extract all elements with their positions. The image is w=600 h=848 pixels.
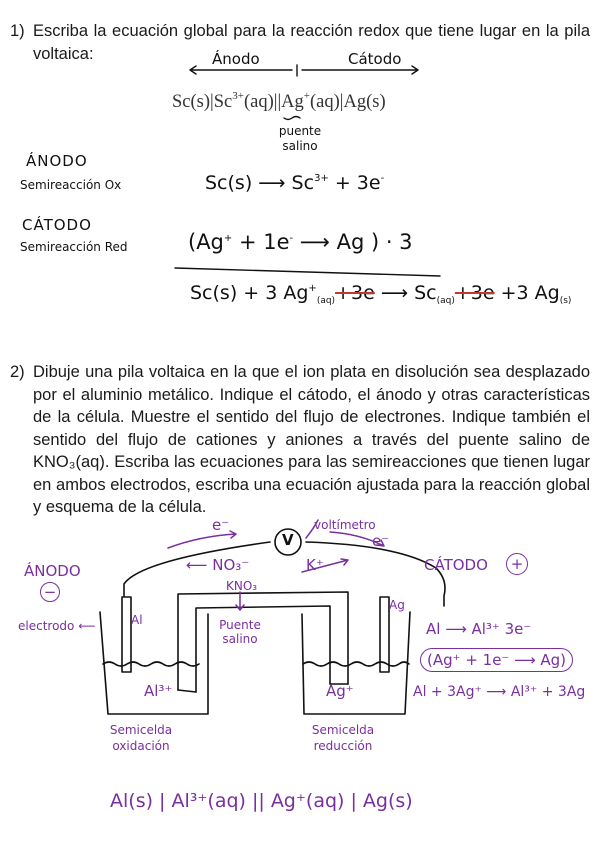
al-electrode (122, 597, 131, 672)
hw-right-half: Semicelda reducción (311, 723, 375, 753)
hw-left-half: Semicelda oxidación (109, 723, 173, 753)
hw-puente-label: Puente salino (219, 618, 261, 646)
hw-eq-global: Al + 3Ag⁺ ⟶ Al³⁺ + 3Ag (413, 684, 586, 700)
hw-semi-red-label: Semireacción Red (20, 240, 128, 254)
question-text: Dibuje una pila voltaica en la que el ion plata en disolución sea desplazado por el aluminio metálico. Indique el cátodo, el ánodo y otras características de la célula. Muestre el sentido del flujo de electrones. Indique también el sentido del flujo de cationes y aniones a través del puente salino de KNO₃(aq). Escriba las ecuaciones para las semireacciones que tienen lugar en ambos electrodos, escriba una ecuación ajustada para la reacción global y esquema de la célula. (33, 363, 590, 516)
voltmeter-symbol: V (282, 531, 294, 549)
question-number: 2) (10, 363, 25, 381)
hw-left-ion: Al³⁺ (144, 682, 173, 700)
hw-bridge-salt: KNO₃ (226, 579, 258, 593)
hw-anodo-label: ÁNODO (24, 562, 81, 580)
hw-right-ion: Ag⁺ (326, 682, 354, 700)
hw-semi-ox-label: Semireacción Ox (20, 178, 122, 192)
hw-voltimetro-label: voltímetro (314, 518, 376, 532)
hw-catodo-heading: CÁTODO (22, 216, 92, 234)
hw-catodo-sign: + (506, 553, 528, 575)
hw-puente-label: puente salino (278, 124, 322, 153)
wire-right (306, 542, 445, 606)
hw-electron-right: e⁻ (372, 532, 390, 550)
cell-end: (aq)|Ag(s) (309, 92, 386, 112)
hw-al-electrode: Al (131, 613, 143, 627)
hw-anodo-label: Ánodo (212, 50, 260, 68)
question-number: 1) (10, 22, 25, 40)
ag-electrode (380, 597, 389, 672)
right-beaker (302, 612, 410, 714)
hw-catodo-label: CÁTODO (424, 556, 488, 574)
hw-electrode-label: electrodo ⟵ (18, 619, 96, 633)
cell-mid: (aq)||Ag (243, 92, 304, 112)
hw-anodo-heading: ÁNODO (26, 152, 88, 170)
hw-cell-scheme: Al(s) | Al³⁺(aq) || Ag⁺(aq) | Ag(s) (110, 790, 413, 812)
hw-global-eq: Sc(s) + 3 $Ag^+_{(aq)}+3e$ ⟶ $Sc_{(aq)}+3e +3$ $Ag_{(s)}$ (190, 282, 572, 306)
cell-anode-charge: 3+ (232, 90, 244, 102)
hw-catodo-label: Cátodo (348, 50, 402, 68)
hw-ag-electrode: Ag (389, 598, 405, 612)
hw-anion-flow: ⟵ NO₃⁻ (186, 556, 250, 574)
hw-anodo-sign: − (40, 582, 60, 602)
cell-anode: Sc(s)|Sc (172, 92, 233, 112)
hw-cation-flow: K⁺ (306, 556, 324, 574)
hw-electron-left: e⁻ (212, 516, 230, 534)
question-text: Escriba la ecuación global para la reacción redox que tiene lugar en la pila voltaica: (33, 22, 590, 63)
hw-eq-red: (Ag⁺ + 1e⁻ ⟶ Ag) (420, 648, 573, 672)
hw-semi-red-eq: (Ag+ + 1e- ⟶ Ag ) · 3 (188, 230, 413, 254)
hw-eq-ox: Al ⟶ Al³⁺ 3e⁻ (426, 620, 532, 638)
hw-semi-ox-eq: Sc(s) ⟶ $Sc^{3+} + 3e^-$ (205, 172, 385, 194)
cell-cathode-charge: + (303, 90, 310, 102)
